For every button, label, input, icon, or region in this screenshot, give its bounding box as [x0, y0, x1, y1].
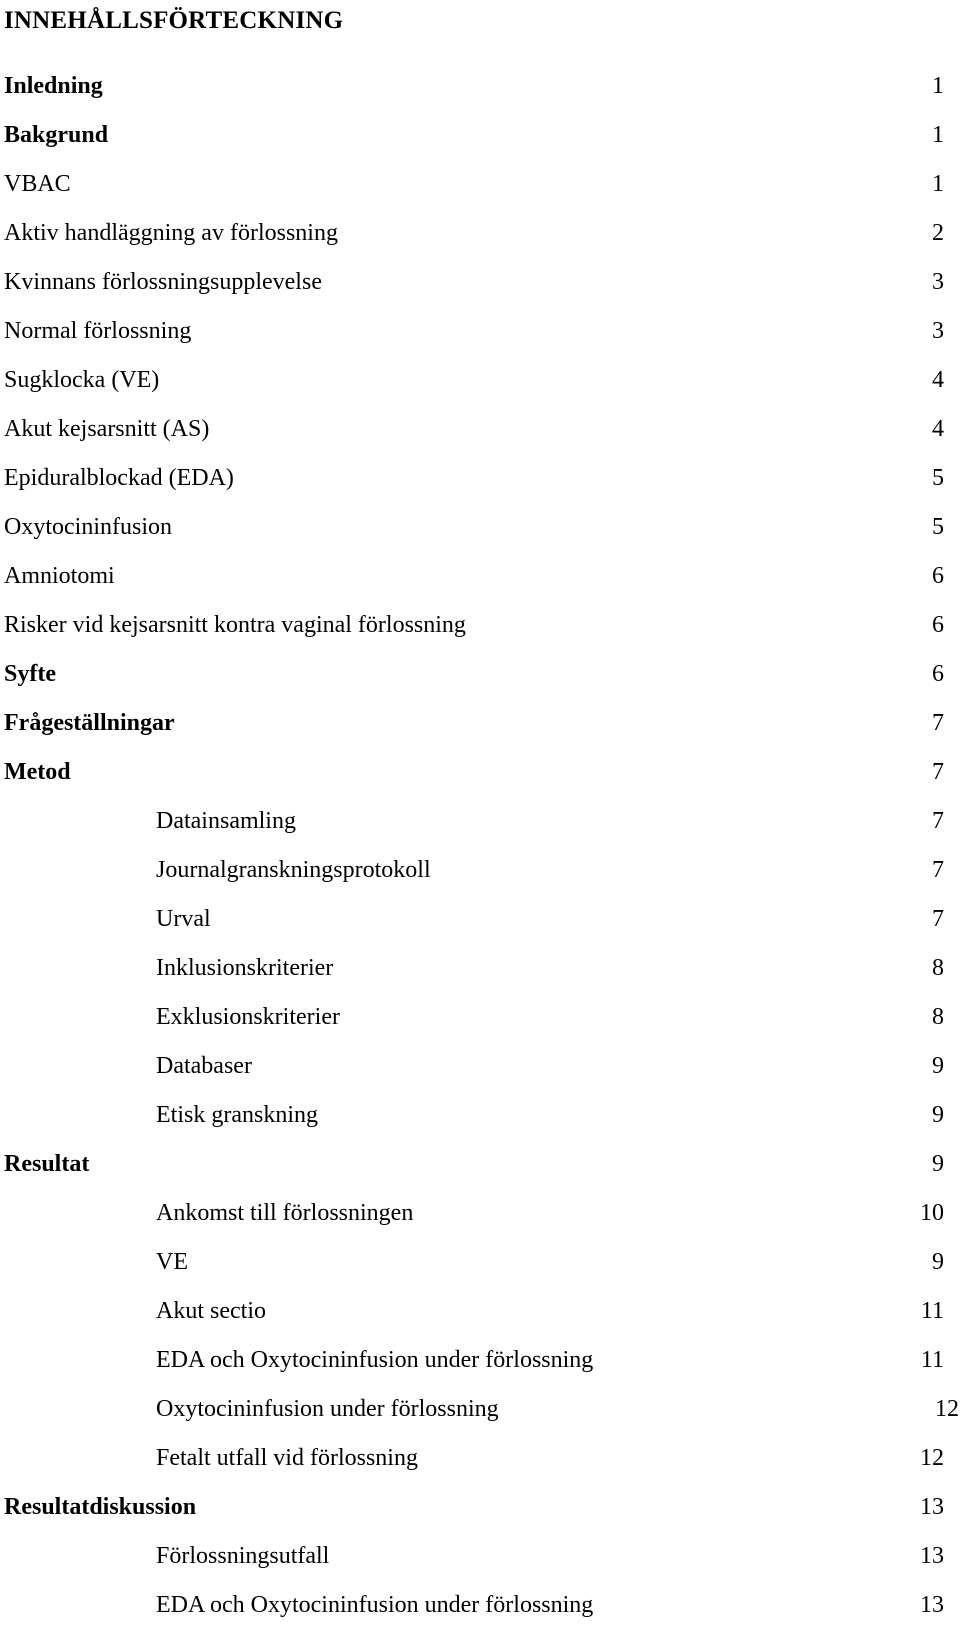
toc-entry-page-number: 5: [932, 465, 944, 491]
toc-entry-page-number: 3: [932, 269, 944, 295]
toc-entry: [0, 315, 960, 364]
toc-entry-label: EDA och Oxytocininfusion under förlossning: [156, 1592, 594, 1618]
toc-entry-label: Oxytocininfusion under förlossning: [156, 1396, 499, 1422]
page-title: INNEHÅLLSFÖRTECKNING: [4, 7, 344, 34]
toc-entry: [0, 805, 960, 854]
toc-entry-label: Journalgranskningsprotokoll: [156, 857, 431, 883]
toc-entry-label: Inklusionskriterier: [156, 955, 334, 981]
toc-entry-label: Förlossningsutfall: [156, 1543, 330, 1569]
toc-entry-label: Urval: [156, 906, 211, 932]
toc-entry: [0, 1197, 960, 1246]
toc-entry: [0, 1148, 960, 1197]
toc-entry-page-number: 3: [932, 318, 944, 344]
toc-entry-label: Metod: [4, 759, 71, 785]
toc-entry-page-number: 7: [932, 906, 944, 932]
toc-entry: [0, 1442, 960, 1491]
toc-entry: [0, 1246, 960, 1295]
toc-entry: [0, 560, 960, 609]
toc-entry-page-number: 9: [932, 1053, 944, 1079]
toc-entry-page-number: 12: [920, 1445, 944, 1471]
toc-entry-page-number: 7: [932, 808, 944, 834]
toc-entry-label: Fetalt utfall vid förlossning: [156, 1445, 418, 1471]
toc-entry-label: Akut sectio: [156, 1298, 266, 1324]
toc-entry: [0, 903, 960, 952]
toc-entry-label: Resultatdiskussion: [4, 1494, 197, 1520]
toc-entry-page-number: 9: [932, 1249, 944, 1275]
toc-entry: [0, 1099, 960, 1148]
toc-entry-page-number: 9: [932, 1151, 944, 1177]
toc-entry-label: Datainsamling: [156, 808, 296, 834]
toc-entry-label: Ankomst till förlossningen: [156, 1200, 414, 1226]
toc-entry-label: Epiduralblockad (EDA): [4, 465, 234, 491]
toc-entry: [0, 1050, 960, 1099]
toc-entry-page-number: 7: [932, 710, 944, 736]
toc-entry: [0, 119, 960, 168]
toc-entry-page-number: 6: [932, 661, 944, 687]
toc-entry-page-number: 10: [920, 1200, 944, 1226]
toc-entry-label: VBAC: [4, 171, 71, 197]
toc-entry: [0, 707, 960, 756]
toc-entry-page-number: 1: [932, 73, 944, 99]
toc-entry-label: Risker vid kejsarsnitt kontra vaginal förlossning: [4, 612, 466, 638]
toc-entry-page-number: 11: [920, 1298, 944, 1324]
toc-entry-page-number: 6: [932, 612, 944, 638]
toc-entry: [0, 1295, 960, 1344]
toc-entry-page-number: 2: [932, 220, 944, 246]
toc-entry-page-number: 8: [932, 955, 944, 981]
toc-entry-page-number: 1: [932, 171, 944, 197]
toc-entry: [0, 168, 960, 217]
toc-entry: [0, 1491, 960, 1540]
toc-entry: [0, 658, 960, 707]
toc-entry-label: Aktiv handläggning av förlossning: [4, 220, 338, 246]
toc-entry-label: EDA och Oxytocininfusion under förlossning: [156, 1347, 594, 1373]
toc-entry-page-number: 1: [932, 122, 944, 148]
toc-entry: [0, 217, 960, 266]
toc-list: [0, 70, 960, 1638]
toc-entry: [0, 266, 960, 315]
toc-entry-label: Resultat: [4, 1151, 90, 1177]
toc-entry-label: Frågeställningar: [4, 710, 175, 736]
toc-entry: [0, 1589, 960, 1638]
toc-entry-page-number: 6: [932, 563, 944, 589]
toc-entry-label: Kvinnans förlossningsupplevelse: [4, 269, 322, 295]
toc-entry: [0, 1393, 960, 1442]
toc-entry-label: Databaser: [156, 1053, 252, 1079]
toc-entry-page-number: 5: [932, 514, 944, 540]
toc-entry: [0, 1001, 960, 1050]
toc-entry: [0, 364, 960, 413]
toc-entry-label: Inledning: [4, 73, 103, 99]
toc-entry-page-number: 13: [920, 1543, 944, 1569]
toc-entry-label: Sugklocka (VE): [4, 367, 160, 393]
toc-entry: [0, 413, 960, 462]
toc-entry: [0, 609, 960, 658]
toc-entry-label: Syfte: [4, 661, 56, 687]
toc-entry-page-number: 9: [932, 1102, 944, 1128]
toc-entry-label: Normal förlossning: [4, 318, 192, 344]
toc-entry-page-number: 4: [932, 416, 944, 442]
toc-entry: [0, 462, 960, 511]
toc-entry-label: Exklusionskriterier: [156, 1004, 340, 1030]
toc-entry-label: Etisk granskning: [156, 1102, 318, 1128]
toc-entry-page-number: 12: [935, 1396, 959, 1422]
toc-entry-label: Bakgrund: [4, 122, 109, 148]
toc-entry: [0, 70, 960, 119]
toc-entry-label: Akut kejsarsnitt (AS): [4, 416, 210, 442]
toc-entry-label: Oxytocininfusion: [4, 514, 172, 540]
toc-entry-page-number: 11: [920, 1347, 944, 1373]
toc-entry-label: Amniotomi: [4, 563, 115, 589]
toc-entry: [0, 511, 960, 560]
toc-entry: [0, 1540, 960, 1589]
toc-entry-page-number: 13: [920, 1494, 944, 1520]
toc-entry: [0, 1344, 960, 1393]
toc-entry-page-number: 8: [932, 1004, 944, 1030]
toc-entry: [0, 952, 960, 1001]
toc-entry-page-number: 4: [932, 367, 944, 393]
toc-entry: [0, 854, 960, 903]
toc-entry-label: VE: [156, 1249, 188, 1275]
toc-entry: [0, 756, 960, 805]
toc-entry-page-number: 7: [932, 857, 944, 883]
toc-entry-page-number: 13: [920, 1592, 944, 1618]
toc-entry-page-number: 7: [932, 759, 944, 785]
